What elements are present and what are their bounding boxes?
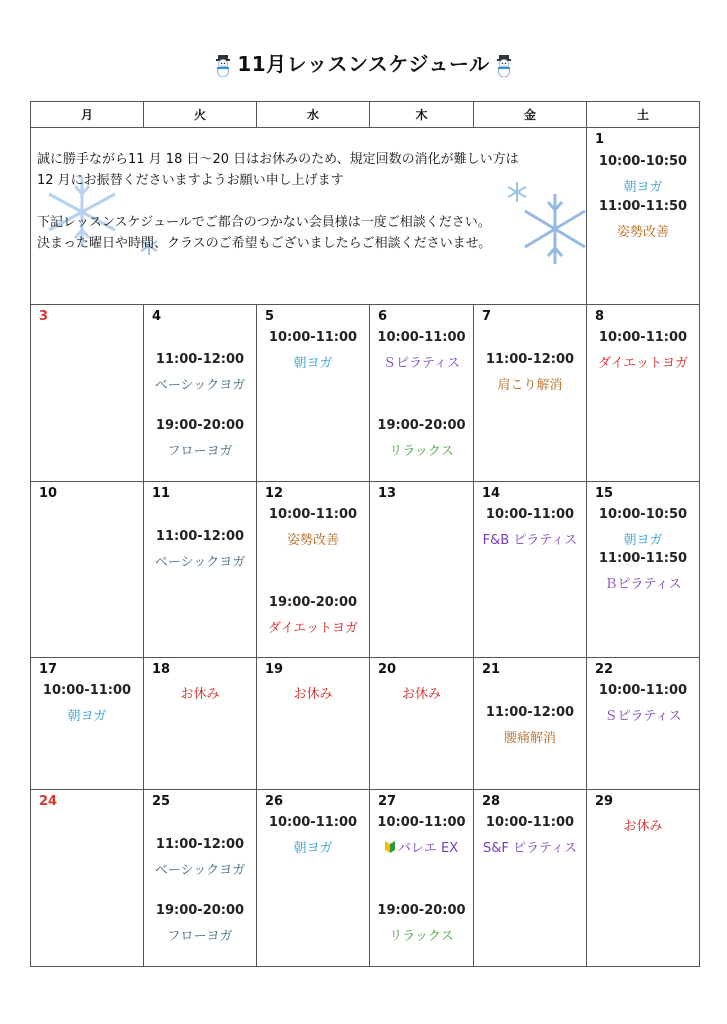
lesson-time: 11:00-12:00 [485,352,575,367]
lesson-time: 10:00-10:50 [598,507,688,522]
day-number: 18 [152,662,171,677]
notice-line: 下記レッスンスケジュールでご都合のつかない会員様は一度ご相談ください。 [37,215,491,230]
lesson-class [370,837,473,856]
weekday-header-row [31,102,700,128]
day-number: 25 [152,794,171,809]
lesson-class: 腰痛解消 [503,731,556,746]
day-cell [370,482,474,658]
day-cell [144,790,257,967]
lesson-class: 朝ヨガ [623,533,663,548]
weekday-thu: 木 [370,102,474,128]
lesson-class: フローヨガ [167,929,233,944]
lesson-time: 10:00-11:00 [268,815,358,830]
weekday-wed: 水 [257,102,370,128]
day-cell [257,658,370,790]
lesson-class-label: バレエ EX [397,841,459,856]
day-number: 28 [482,794,501,809]
week-row [31,305,700,482]
lesson-class: 肩こり解消 [497,378,563,393]
holiday-label: お休み [293,687,333,702]
lesson-time: 11:00-11:50 [598,551,688,566]
day-number: 5 [265,309,275,324]
holiday-label: お休み [623,819,663,834]
lesson-time: 10:00-10:50 [598,154,688,169]
holiday-label: お休み [401,687,441,702]
lesson-time: 19:00-20:00 [377,418,466,433]
beginner-mark-icon [385,841,395,853]
lesson-time: 19:00-20:00 [155,903,245,918]
lesson-time: 11:00-11:50 [598,199,688,214]
notice-line: 12 月にお振替くださいますようお願い申し上げます [37,173,344,188]
day-number: 12 [265,486,284,501]
lesson-class: S&F ピラティス [483,841,577,856]
day-cell [31,790,144,967]
day-number: 4 [152,309,162,324]
day-cell [474,305,587,482]
lesson-class: 朝ヨガ [293,841,333,856]
day-number: 22 [595,662,614,677]
lesson-time: 11:00-12:00 [485,705,575,720]
day-cell [257,790,370,967]
day-number: 24 [39,794,58,809]
lesson-class: ダイエットヨガ [268,621,358,636]
calendar-table [30,101,700,967]
day-number: 7 [482,309,492,324]
week-row [31,790,700,967]
day-cell [31,658,144,790]
day-cell [144,305,257,482]
snowman-icon [494,55,514,77]
week-row [31,658,700,790]
lesson-time: 19:00-20:00 [155,418,245,433]
lesson-time: 19:00-20:00 [268,595,358,610]
lesson-time: 11:00-12:00 [155,352,245,367]
day-number: 19 [265,662,284,677]
day-number: 15 [595,486,614,501]
lesson-time: 10:00-11:00 [268,330,358,345]
notice-cell [31,128,587,305]
day-number: 14 [482,486,501,501]
day-cell [257,305,370,482]
day-number: 17 [39,662,58,677]
week-row [31,482,700,658]
title-text: 11月レッスンスケジュール [237,52,490,76]
weekday-fri: 金 [474,102,587,128]
lesson-class: ダイエットヨガ [598,356,688,371]
day-cell [257,482,370,658]
lesson-class: フローヨガ [167,444,233,459]
day-cell [587,305,700,482]
day-number: 27 [378,794,397,809]
lesson-class: リラックス [389,929,454,944]
lesson-class: Ｓピラティス [604,709,682,724]
lesson-class: ベーシックヨガ [154,555,246,570]
weekday-mon: 月 [31,102,144,128]
day-cell [587,790,700,967]
day-cell [370,658,474,790]
day-number: 21 [482,662,501,677]
day-cell [144,658,257,790]
lesson-time: 10:00-11:00 [598,683,688,698]
weekday-tue: 火 [144,102,257,128]
day-cell [144,482,257,658]
lesson-time: 10:00-11:00 [485,815,575,830]
day-cell [474,482,587,658]
weekday-sat: 土 [587,102,700,128]
holiday-label: お休み [180,687,220,702]
lesson-time: 10:00-11:00 [377,815,466,830]
day-cell [370,790,474,967]
day-number: 6 [378,309,388,324]
page-title [0,48,727,77]
lesson-time: 19:00-20:00 [377,903,466,918]
day-cell [587,128,700,305]
lesson-class: 朝ヨガ [623,180,663,195]
day-number: 13 [378,486,397,501]
day-number: 20 [378,662,397,677]
day-number: 1 [595,132,605,147]
day-cell [587,658,700,790]
day-cell [31,482,144,658]
notice-line: 決まった曜日や時間、クラスのご希望もございましたらご相談くださいませ。 [37,236,492,251]
lesson-time: 10:00-11:00 [42,683,132,698]
lesson-time: 11:00-12:00 [155,837,245,852]
lesson-time: 11:00-12:00 [155,529,245,544]
lesson-class: F&B ピラティス [482,533,578,548]
day-number: 8 [595,309,605,324]
day-cell [31,305,144,482]
lesson-class: 朝ヨガ [293,356,333,371]
lesson-time: 10:00-11:00 [485,507,575,522]
lesson-time: 10:00-11:00 [377,330,466,345]
lesson-class: ベーシックヨガ [154,378,246,393]
lesson-class: Ｓピラティス [383,356,460,371]
day-cell [587,482,700,658]
day-cell [474,790,587,967]
lesson-time: 10:00-11:00 [598,330,688,345]
day-cell [474,658,587,790]
snowflake-icon [505,180,589,266]
lesson-class: リラックス [389,444,454,459]
day-number: 10 [39,486,58,501]
day-number: 3 [39,309,49,324]
lesson-class: ベーシックヨガ [154,863,246,878]
notice-line: 誠に勝手ながら11 月 18 日〜20 日はお休みのため、規定回数の消化が難しい方は [37,152,519,167]
lesson-class: Ｂピラティス [604,577,682,592]
snowman-icon [213,55,233,77]
lesson-time: 10:00-11:00 [268,507,358,522]
notice-box [31,128,587,304]
day-number: 26 [265,794,284,809]
day-cell [370,305,474,482]
lesson-class: 姿勢改善 [616,225,669,240]
lesson-class: 姿勢改善 [286,533,339,548]
day-number: 29 [595,794,614,809]
day-number: 11 [152,486,171,501]
lesson-class: 朝ヨガ [67,709,107,724]
week-row [31,128,700,305]
